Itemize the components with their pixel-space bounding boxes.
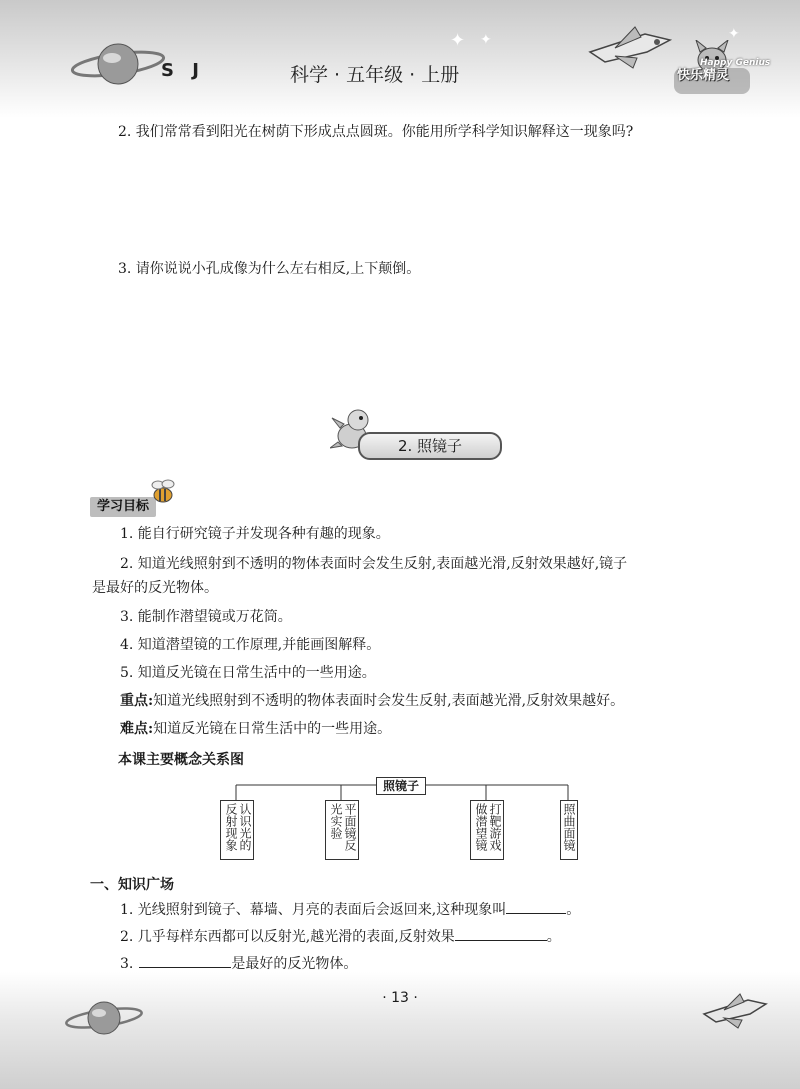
fill-question-2: 2. 几乎每样东西都可以反射光,越光滑的表面,反射效果 。 — [120, 926, 561, 947]
concept-node-2: 平面镜反光实验 — [325, 800, 359, 860]
goal-item-5: 5. 知道反光镜在日常生活中的一些用途。 — [120, 665, 376, 681]
section-heading: 一、知识广场 — [90, 877, 174, 893]
goal-item-2-cont: 是最好的反光物体。 — [92, 580, 218, 596]
logo-en-text: Happy Genius — [700, 58, 771, 68]
key-point-text: 知道光线照射到不透明的物体表面时会发生反射,表面越光滑,反射效果越好。 — [153, 693, 625, 709]
book-title: 科学 · 五年级 · 上册 — [290, 64, 460, 86]
footer-shuttle-icon — [700, 990, 770, 1030]
series-code: S J — [161, 60, 205, 81]
question-3: 3. 请你说说小孔成像为什么左右相反,上下颠倒。 — [118, 261, 421, 277]
goal-item-1: 1. 能自行研究镜子并发现各种有趣的现象。 — [120, 526, 390, 542]
learning-goals-badge: 学习目标 — [90, 497, 156, 517]
key-point-label: 重点: — [120, 693, 154, 709]
fill-question-1: 1. 光线照射到镜子、幕墙、月亮的表面后会返回来,这种现象叫 。 — [120, 899, 580, 920]
lesson-title-banner: 2. 照镜子 — [358, 432, 502, 460]
answer-blank-1[interactable] — [506, 899, 566, 914]
svg-text:✦: ✦ — [728, 26, 740, 42]
footer-planet-icon — [64, 996, 144, 1040]
concept-node-4: 照曲面镜 — [560, 800, 578, 860]
goal-item-2: 2. 知道光线照射到不透明的物体表面时会发生反射,表面越光滑,反射效果越好,镜子 — [120, 556, 628, 572]
question-2: 2. 我们常常看到阳光在树荫下形成点点圆斑。你能用所学科学知识解释这一现象吗? — [118, 124, 634, 140]
answer-blank-3[interactable] — [139, 953, 231, 968]
concept-map-root: 照镜子 — [376, 777, 426, 795]
svg-text:✦: ✦ — [480, 32, 492, 48]
concept-node-3: 打靶游戏做潜望镜 — [470, 800, 504, 860]
svg-text:✦: ✦ — [450, 30, 466, 51]
difficult-point-label: 难点: — [120, 721, 154, 737]
logo-cn-text: 快乐精灵 — [677, 68, 730, 83]
concept-node-1: 认识光的反射现象 — [220, 800, 254, 860]
fill-question-3: 3. 是最好的反光物体。 — [120, 953, 357, 974]
goal-item-4: 4. 知道潜望镜的工作原理,并能画图解释。 — [120, 637, 381, 653]
concept-map-title: 本课主要概念关系图 — [118, 752, 244, 768]
difficult-point-text: 知道反光镜在日常生活中的一些用途。 — [153, 721, 392, 737]
page-number: · 13 · — [382, 990, 418, 1006]
goal-item-3: 3. 能制作潜望镜或万花筒。 — [120, 609, 292, 625]
answer-blank-2[interactable] — [455, 926, 547, 941]
